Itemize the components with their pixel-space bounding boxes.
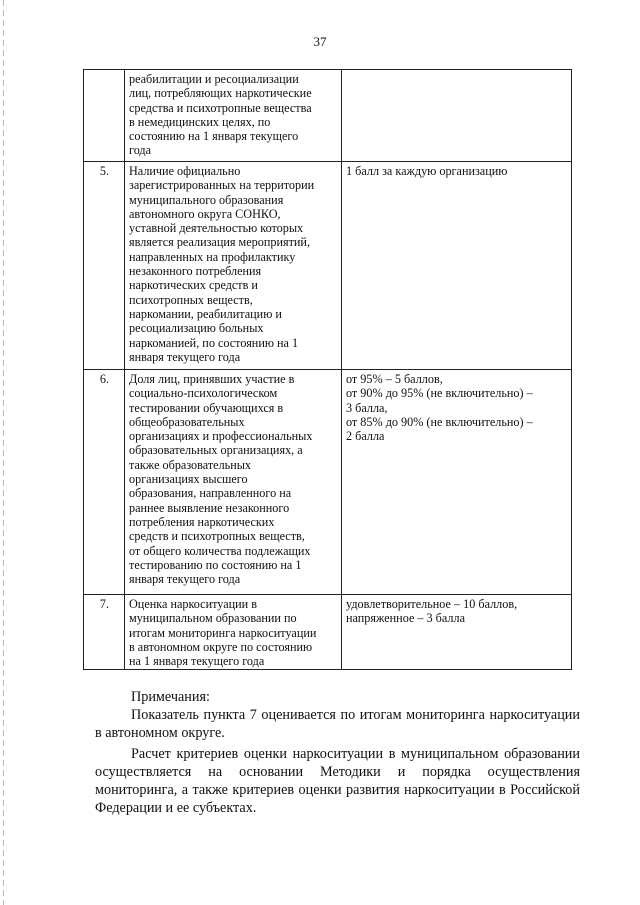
criterion-name: Оценка наркоситуации в муниципальном образовании по итогам мониторинга наркоситуации в автономном округе по состоянию на 1 января текущего года: [125, 595, 342, 670]
row-number: 6.: [84, 370, 125, 595]
notes-title: Примечания:: [131, 689, 210, 705]
criterion-name: Доля лиц, принявших участие в социально-психологическом тестировании обучающихся в общеобразовательных организациях и профессиональных образовательных организациях, а также образовательных организациях высшего образования, направленного на раннее выявление незаконного потребления наркотических средств и психотропных веществ, от общего количества подлежащих тестированию по состоянию на 1 января текущего года: [125, 370, 342, 595]
criterion-score: 1 балл за каждую организацию: [342, 162, 572, 370]
row-number: 7.: [84, 595, 125, 670]
criteria-table: [83, 69, 572, 670]
criterion-name: Наличие официально зарегистрированных на территории муниципального образования автономного округа СОНКО, уставной деятельностью которых является реализация мероприятий, направленных на профилактику незаконного потребления наркотических средств и психотропных веществ, наркомании, реабилитацию и ресоциализацию больных наркоманией, по состоянию на 1 января текущего года: [125, 162, 342, 370]
criterion-score: [342, 70, 572, 162]
scan-edge-artifact: [3, 0, 4, 905]
notes-paragraph: Показатель пункта 7 оценивается по итогам мониторинга наркоситуации в автономном округе.: [95, 707, 580, 741]
table-row: [84, 70, 572, 162]
page-number: 37: [313, 34, 327, 49]
criterion-name: реабилитации и ресоциализации лиц, потребляющих наркотические средства и психотропные вещества в немедицинских целях, по состоянию на 1 января текущего года: [125, 70, 342, 162]
notes-section: [95, 688, 580, 817]
table-row: [84, 370, 572, 595]
row-number: 5.: [84, 162, 125, 370]
table-row: [84, 595, 572, 670]
criterion-score: удовлетворительное – 10 баллов, напряженное – 3 балла: [342, 595, 572, 670]
table-row: [84, 162, 572, 370]
criterion-score: от 95% – 5 баллов, от 90% до 95% (не включительно) – 3 балла, от 85% до 90% (не включительно) – 2 балла: [342, 370, 572, 595]
notes-paragraph: Расчет критериев оценки наркоситуации в муниципальном образовании осуществляется на основании Методики и порядка осуществления мониторинга, а также критериев оценки развития наркоситуации в Российской Федерации и ее субъектах.: [95, 746, 580, 816]
row-number: [84, 70, 125, 162]
